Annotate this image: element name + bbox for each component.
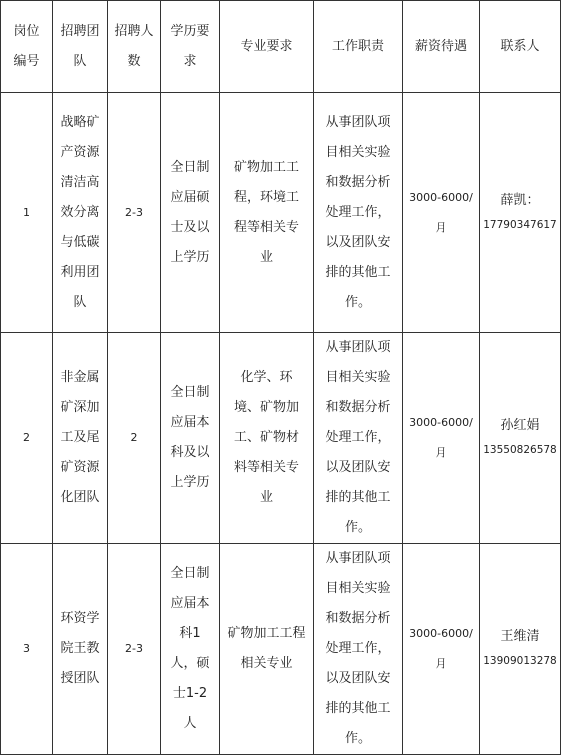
hire-count: 2 [108, 333, 161, 544]
education-req: 全日制应届本科及以上学历 [161, 333, 220, 544]
education-req: 全日制应届本科1人，硕士1-2人 [161, 544, 220, 755]
header-cell: 联系人 [480, 1, 561, 93]
contact [480, 544, 561, 755]
table-row [1, 544, 561, 755]
job-id: 3 [1, 544, 53, 755]
contact-name: 薛凯： [500, 192, 540, 208]
major-req: 矿物加工工程，环境工程等相关专业 [220, 93, 314, 333]
contact [480, 93, 561, 333]
salary: 3000-6000/月 [403, 93, 480, 333]
education-req: 全日制应届硕士及以上学历 [161, 93, 220, 333]
major-req: 化学、环境、矿物加工、矿物材料等相关专业 [220, 333, 314, 544]
team-name: 非金属矿深加工及尾矿资源化团队 [53, 333, 108, 544]
duties: 从事团队项目相关实验和数据分析处理工作，以及团队安排的其他工作。 [314, 544, 403, 755]
contact [480, 333, 561, 544]
header-cell: 薪资待遇 [403, 1, 480, 93]
header-cell: 工作职责 [314, 1, 403, 93]
duties: 从事团队项目相关实验和数据分析处理工作，以及团队安排的其他工作。 [314, 333, 403, 544]
contact-phone: 13550826578 [483, 444, 557, 456]
contact-phone: 17790347617 [483, 218, 557, 231]
header-cell: 招聘团队 [53, 1, 108, 93]
job-id: 1 [1, 93, 53, 333]
contact-name: 孙红娟 [500, 418, 540, 433]
header-cell: 岗位编号 [1, 1, 53, 93]
salary: 3000-6000/月 [403, 333, 480, 544]
major-req: 矿物加工工程相关专业 [220, 544, 314, 755]
header-cell: 专业要求 [220, 1, 314, 93]
team-name: 环资学院王教授团队 [53, 544, 108, 755]
team-name: 战略矿产资源清洁高效分离与低碳利用团队 [53, 93, 108, 333]
table-row [1, 333, 561, 544]
table-row [1, 93, 561, 333]
hire-count: 2-3 [108, 544, 161, 755]
header-cell: 招聘人数 [108, 1, 161, 93]
job-id: 2 [1, 333, 53, 544]
header-cell: 学历要求 [161, 1, 220, 93]
header-row [1, 1, 561, 93]
duties: 从事团队项目相关实验和数据分析处理工作，以及团队安排的其他工作。 [314, 93, 403, 333]
contact-name: 王维清 [500, 629, 540, 644]
contact-phone: 13909013278 [483, 655, 557, 667]
salary: 3000-6000/月 [403, 544, 480, 755]
hire-count: 2-3 [108, 93, 161, 333]
